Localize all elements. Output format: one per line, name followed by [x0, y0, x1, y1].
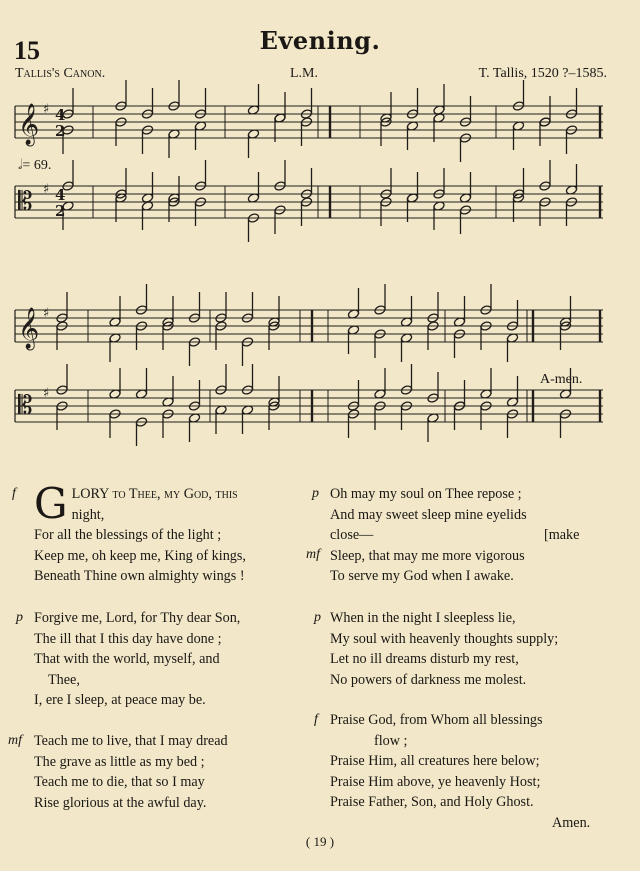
- sharp-icon: ♯: [43, 182, 50, 197]
- sharp-icon: ♯: [43, 306, 50, 321]
- verse-line: The grave as little as my bed ;: [34, 753, 205, 770]
- verse-1: [12, 479, 302, 587]
- hymn-title: Evening.: [259, 26, 381, 55]
- dynamic-mark: f: [314, 712, 318, 727]
- half-note-icon: 𝅗𝅥: [18, 158, 23, 173]
- verse-line: Sleep, that may me more vigorous: [330, 547, 525, 564]
- verse-line: flow ;: [374, 732, 408, 749]
- verse-line: Keep me, oh keep me, King of kings,: [34, 547, 246, 564]
- page-number: ( 19 ): [305, 834, 335, 849]
- verse-line: And may sweet sleep mine eyelids: [330, 506, 527, 523]
- time-signature: 2: [55, 122, 66, 140]
- time-signature: 4: [55, 106, 66, 124]
- verse-line: [make: [544, 527, 580, 543]
- verse-line: Rise glorious at the awful day.: [34, 794, 207, 811]
- drop-cap: G: [34, 479, 68, 528]
- c-clef-icon: 𝄡: [18, 391, 33, 421]
- metre: L.M.: [290, 66, 318, 81]
- verse-line: My soul with heavenly thoughts supply;: [330, 630, 559, 647]
- tempo-value: = 69.: [22, 158, 52, 173]
- dynamic-mark: f: [12, 486, 16, 501]
- dynamic-mark: mf: [8, 733, 22, 748]
- verse-line: Let no ill dreams disturb my rest,: [330, 651, 519, 667]
- verse-line: night,: [71, 506, 105, 523]
- verse-line: Amen.: [552, 814, 591, 831]
- verse-line: I, ere I sleep, at peace may be.: [34, 692, 206, 708]
- verse-6: [310, 710, 610, 833]
- sharp-icon: ♯: [43, 102, 50, 117]
- treble-clef-icon: 𝄞: [18, 308, 40, 349]
- composer: T. Tallis, 1520 ?–1585.: [478, 66, 607, 81]
- verse-line: Beneath Thine own almighty wings !: [34, 568, 245, 584]
- verse-line: The ill that I this day have done ;: [34, 630, 222, 647]
- verse-5: [310, 608, 610, 690]
- verse-line: No powers of darkness me molest.: [330, 671, 527, 688]
- tempo-marking: [18, 158, 51, 174]
- verse-line: Praise Father, Son, and Holy Ghost.: [330, 794, 534, 810]
- dynamic-mark: mf: [306, 547, 320, 562]
- treble-clef-icon: 𝄞: [18, 104, 40, 145]
- verse-3: [8, 731, 303, 813]
- time-signature: 2: [55, 202, 66, 220]
- verse-line: Praise Him, all creatures here below;: [330, 753, 540, 769]
- verse-line: For all the blessings of the light ;: [34, 527, 222, 543]
- verse-line: That with the world, myself, and: [34, 651, 220, 667]
- verse-line: When in the night I sleepless lie,: [330, 610, 516, 626]
- tune-name: Tallis's Canon.: [15, 66, 106, 81]
- verse-line: Praise God, from Whom all blessings: [330, 712, 543, 728]
- verse-line: Teach me to die, that so I may: [34, 774, 205, 790]
- dynamic-mark: p: [16, 610, 23, 625]
- verse-line: To serve my God when I awake.: [330, 568, 514, 584]
- verse-line: close—: [330, 527, 374, 543]
- dynamic-mark: p: [312, 486, 319, 501]
- verse-4: [306, 484, 610, 587]
- hymn-number: 15: [14, 36, 40, 65]
- dynamic-mark: p: [314, 610, 321, 625]
- amen-label: A-men.: [540, 372, 583, 387]
- verse-2: [12, 608, 302, 711]
- verse-line: Praise Him above, ye heavenly Host;: [330, 773, 541, 790]
- verse-line: Oh may my soul on Thee repose ;: [330, 486, 522, 502]
- verse-line: LORY to Thee, my God, this: [71, 486, 238, 502]
- verse-line: Teach me to live, that I may dread: [34, 733, 228, 749]
- verse-line: Forgive me, Lord, for Thy dear Son,: [34, 610, 241, 626]
- c-clef-icon: 𝄡: [18, 187, 33, 217]
- time-signature: 4: [55, 186, 66, 204]
- sharp-icon: ♯: [43, 386, 50, 401]
- verse-line: Thee,: [48, 671, 80, 688]
